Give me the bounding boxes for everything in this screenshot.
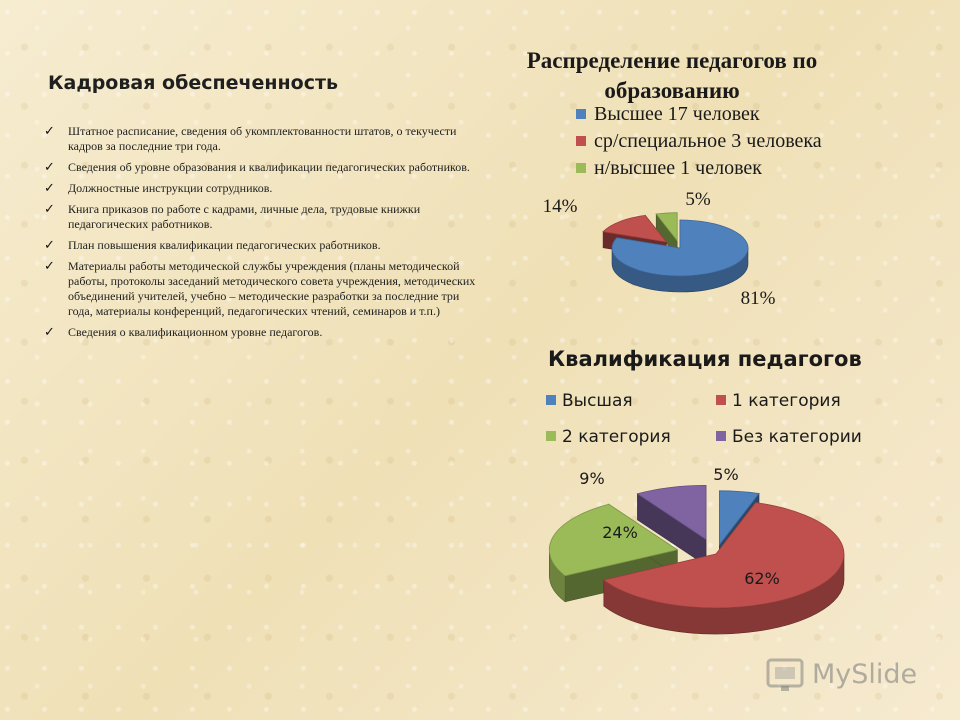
list-item-text: Штатное расписание, сведения об укомплектованности штатов, о текучести кадров за последние три года. bbox=[68, 124, 457, 153]
legend-swatch bbox=[716, 395, 726, 405]
qualification-pie-chart bbox=[480, 330, 940, 635]
education-pie-chart bbox=[480, 40, 940, 325]
list-item-text: Сведения об уровне образования и квалификации педагогических работников. bbox=[68, 160, 470, 174]
data-label: 9% bbox=[579, 469, 605, 488]
list-item bbox=[44, 325, 484, 340]
checkmark-icon: ✓ bbox=[44, 181, 55, 196]
legend-label: Высшее 17 человек bbox=[594, 103, 760, 125]
chart-title: Квалификация педагогов bbox=[548, 347, 862, 371]
list-item-text: Книга приказов по работе с кадрами, личные дела, трудовые книжки педагогических работников. bbox=[68, 202, 421, 231]
checkmark-icon: ✓ bbox=[44, 325, 55, 340]
list-item bbox=[44, 202, 484, 232]
list-item bbox=[44, 238, 484, 253]
list-item-text: Должностные инструкции сотрудников. bbox=[68, 181, 273, 195]
list-item-text: Материалы работы методической службы учреждения (планы методической работы, протоколы заседаний методического совета учреждения, методических объединений учителей, учебно – методические разработки за последние три года, материалы конференций, педагогических чтений, семинаров и т.п.) bbox=[68, 259, 476, 318]
list-item-text: Сведения о квалификационном уровне педагогов. bbox=[68, 325, 323, 339]
legend-label: Высшая bbox=[562, 391, 633, 411]
legend-label: 1 категория bbox=[732, 391, 841, 411]
checkmark-icon: ✓ bbox=[44, 124, 55, 139]
data-label: 14% bbox=[542, 196, 578, 217]
myslide-logo-icon bbox=[766, 654, 806, 694]
chart-title-line: образованию bbox=[604, 78, 740, 103]
checkmark-icon: ✓ bbox=[44, 238, 55, 253]
legend-swatch bbox=[576, 109, 586, 119]
list-item bbox=[44, 181, 484, 196]
checkmark-icon: ✓ bbox=[44, 259, 55, 274]
data-label: 5% bbox=[713, 465, 739, 484]
legend-swatch bbox=[576, 136, 586, 146]
list-item bbox=[44, 160, 484, 175]
myslide-logo bbox=[766, 654, 917, 694]
list-item bbox=[44, 124, 484, 154]
checkmark-icon: ✓ bbox=[44, 160, 55, 175]
legend-label: 2 категория bbox=[562, 427, 671, 447]
legend-swatch bbox=[546, 395, 556, 405]
chart-title-line: Распределение педагогов по bbox=[526, 48, 818, 73]
document-list bbox=[44, 124, 484, 346]
legend-swatch bbox=[546, 431, 556, 441]
watermark-text: MySlide bbox=[812, 658, 918, 690]
data-label: 24% bbox=[602, 523, 638, 542]
legend-swatch bbox=[716, 431, 726, 441]
legend-label: Без категории bbox=[732, 427, 862, 447]
data-label: 5% bbox=[685, 189, 711, 210]
list-item-text: План повышения квалификации педагогических работников. bbox=[68, 238, 381, 252]
legend-label: ср/специальное 3 человека bbox=[594, 130, 822, 152]
legend-label: н/высшее 1 человек bbox=[594, 157, 763, 179]
data-label: 62% bbox=[744, 569, 780, 588]
data-label: 81% bbox=[740, 288, 776, 309]
checkmark-icon: ✓ bbox=[44, 202, 55, 217]
legend-swatch bbox=[576, 163, 586, 173]
section-title: Кадровая обеспеченность bbox=[48, 72, 339, 94]
list-item bbox=[44, 259, 484, 319]
